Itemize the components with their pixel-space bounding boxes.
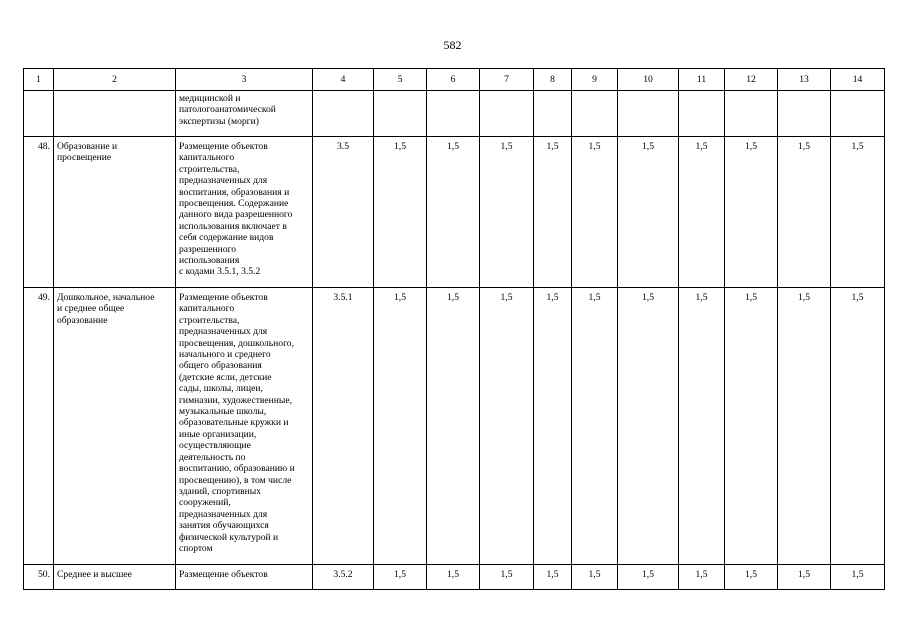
parameter-value — [534, 91, 572, 137]
parameter-value — [374, 91, 427, 137]
parameter-value: 1,5 — [427, 137, 480, 288]
land-use-name: Среднее и высшее — [54, 565, 176, 590]
parameter-value — [679, 91, 725, 137]
header-cell: 4 — [313, 69, 374, 91]
land-use-description: Размещение объектов капитального строительства, предназначенных для воспитания, образования и просвещения. Содержание данного вида разрешенного использования включает в себя содержание видов разрешенного использования с кодами 3.5.1, 3.5.2 — [176, 137, 313, 288]
parameter-value: 1,5 — [831, 288, 885, 565]
parameter-value: 1,5 — [480, 288, 534, 565]
land-use-name: Дошкольное, начальное и среднее общее образование — [54, 288, 176, 565]
header-cell: 11 — [679, 69, 725, 91]
land-use-name — [54, 91, 176, 137]
header-cell: 2 — [54, 69, 176, 91]
parameter-value: 1,5 — [725, 137, 778, 288]
parameter-value: 1,5 — [534, 288, 572, 565]
parameter-value: 1,5 — [572, 288, 618, 565]
header-cell: 9 — [572, 69, 618, 91]
row-number: 48. — [24, 137, 54, 288]
parameter-value: 1,5 — [831, 137, 885, 288]
table-row — [24, 565, 885, 590]
parameter-value — [427, 91, 480, 137]
parameter-value: 1,5 — [534, 137, 572, 288]
parameter-value: 1,5 — [572, 137, 618, 288]
parameter-value: 1,5 — [778, 137, 831, 288]
zoning-table — [23, 68, 885, 590]
header-cell: 8 — [534, 69, 572, 91]
parameter-value: 1,5 — [480, 137, 534, 288]
land-use-code: 3.5.2 — [313, 565, 374, 590]
parameter-value — [725, 91, 778, 137]
row-number: 49. — [24, 288, 54, 565]
parameter-value — [572, 91, 618, 137]
parameter-value: 1,5 — [679, 137, 725, 288]
header-cell: 1 — [24, 69, 54, 91]
parameter-value: 1,5 — [374, 137, 427, 288]
header-cell: 12 — [725, 69, 778, 91]
parameter-value: 1,5 — [618, 565, 679, 590]
land-use-description: Размещение объектов капитального строительства, предназначенных для просвещения, дошкольного, начального и среднего общего образования (детские ясли, детские сады, школы, лицеи, гимназии, художественные, музыкальные школы, образовательные кружки и иные организации, осуществляющие деятельность по воспитанию, образованию и просвещению), в том числе зданий, спортивных сооружений, предназначенных для занятия обучающихся физической культурой и спортом — [176, 288, 313, 565]
table-row — [24, 137, 885, 288]
land-use-code — [313, 91, 374, 137]
land-use-code: 3.5 — [313, 137, 374, 288]
parameter-value: 1,5 — [572, 565, 618, 590]
table-row — [24, 91, 885, 137]
land-use-description: Размещение объектов — [176, 565, 313, 590]
parameter-value: 1,5 — [618, 137, 679, 288]
header-cell: 7 — [480, 69, 534, 91]
header-cell: 5 — [374, 69, 427, 91]
parameter-value: 1,5 — [679, 565, 725, 590]
header-cell: 3 — [176, 69, 313, 91]
parameter-value: 1,5 — [427, 565, 480, 590]
parameter-value — [778, 91, 831, 137]
row-number — [24, 91, 54, 137]
parameter-value: 1,5 — [374, 565, 427, 590]
parameter-value — [831, 91, 885, 137]
land-use-description: медицинской и патологоанатомической экспертизы (морги) — [176, 91, 313, 137]
table-row — [24, 288, 885, 565]
header-row — [24, 69, 885, 91]
parameter-value: 1,5 — [427, 288, 480, 565]
land-use-code: 3.5.1 — [313, 288, 374, 565]
header-cell: 10 — [618, 69, 679, 91]
parameter-value: 1,5 — [831, 565, 885, 590]
header-cell: 6 — [427, 69, 480, 91]
parameter-value: 1,5 — [725, 565, 778, 590]
parameter-value: 1,5 — [480, 565, 534, 590]
parameter-value: 1,5 — [778, 565, 831, 590]
parameter-value: 1,5 — [534, 565, 572, 590]
parameter-value: 1,5 — [618, 288, 679, 565]
land-use-name: Образование и просвещение — [54, 137, 176, 288]
page-number: 582 — [443, 38, 462, 52]
parameter-value: 1,5 — [374, 288, 427, 565]
parameter-value: 1,5 — [679, 288, 725, 565]
row-number: 50. — [24, 565, 54, 590]
parameter-value: 1,5 — [778, 288, 831, 565]
header-cell: 13 — [778, 69, 831, 91]
parameter-value — [618, 91, 679, 137]
parameter-value: 1,5 — [725, 288, 778, 565]
parameter-value — [480, 91, 534, 137]
header-cell: 14 — [831, 69, 885, 91]
